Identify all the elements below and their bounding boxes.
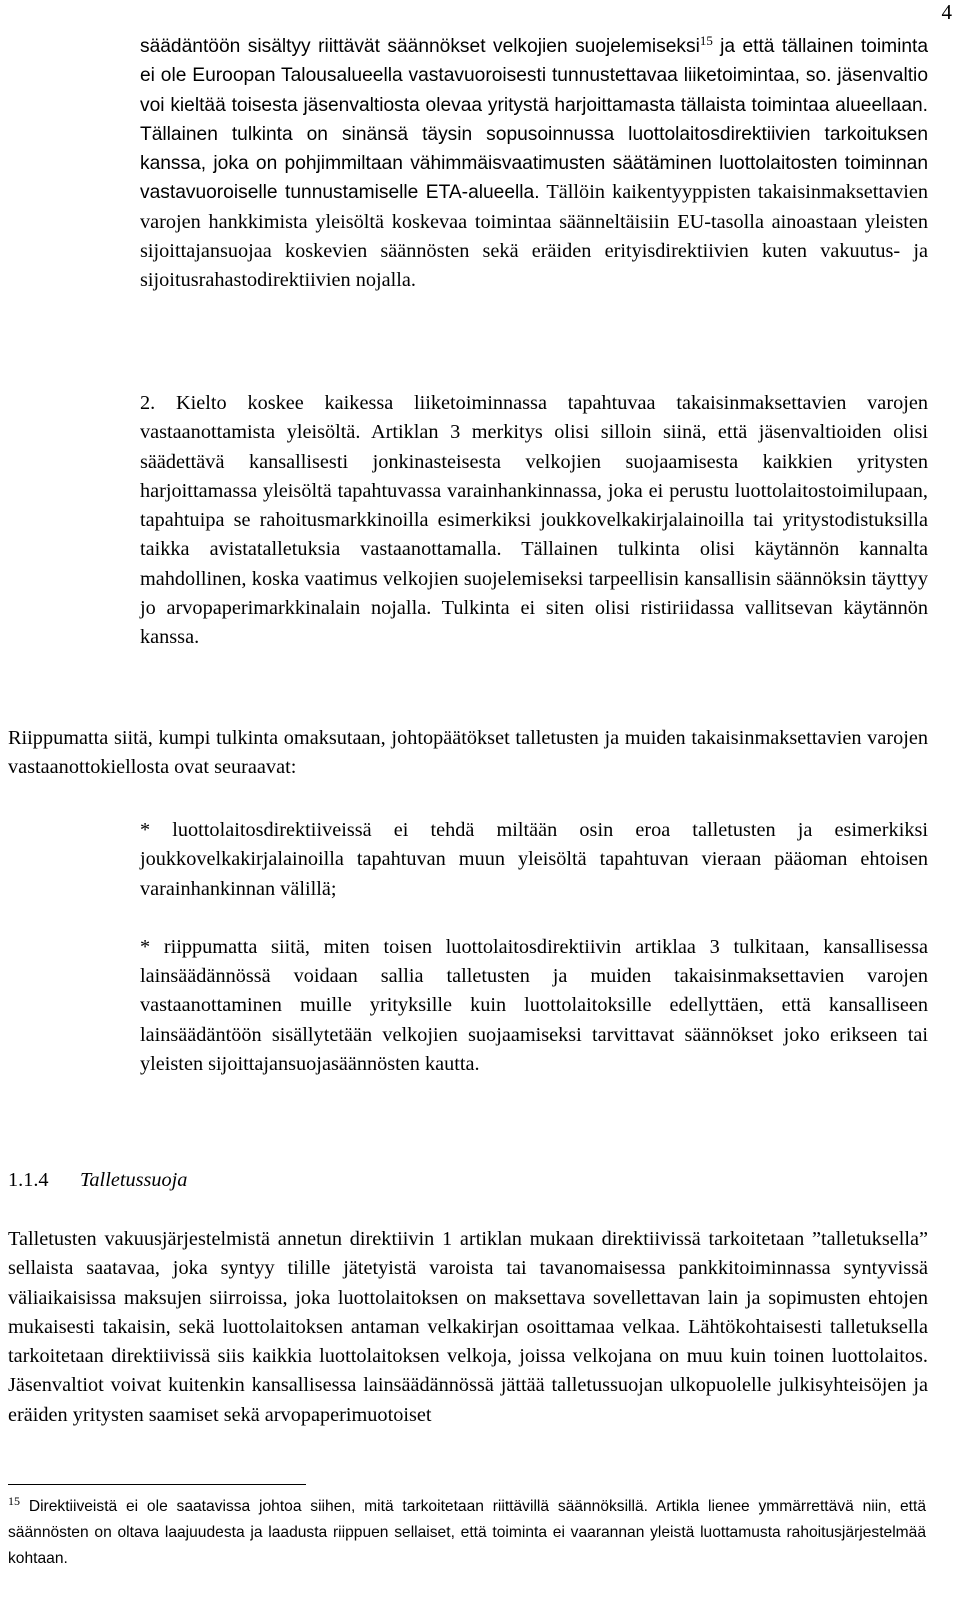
section-number: 1.1.4: [8, 1169, 49, 1191]
page-number: 4: [941, 0, 952, 24]
intro-text-part-2: ja että tällainen toiminta ei ole Euroopan Talousalueella vastavuoroisesti tunnustettavaa liiketoimintaa, so. jäsenvaltio voi kieltää toisesta jäsenvaltiosta olevaa yritystä harjoittamasta tällaista toimintaa alueellaan. Tällainen tulkinta on sinänsä täysin sopusoinnussa luottolaitosdirektiivien tarkoituksen kanssa, joka on pohjimmiltaan vähimmäisvaatimusten säätäminen luottolaitosten toiminnan vastavuoroiselle tunnustamiselle ETA-alueella.: [140, 36, 929, 204]
footnote-separator: [8, 1484, 306, 1485]
section-body-paragraph: [8, 1225, 928, 1430]
bullet-item: * luottolaitosdirektiiveissä ei tehdä miltään osin eroa talletusten ja esimerkiksi joukkovelkakirjalainoilla tapahtuvan muun yleisöltä tapahtuvan vieraan pääoman ehtoisen varainhankinnan välillä;: [140, 819, 928, 900]
intro-paragraph: [140, 32, 928, 296]
footnote-reference[interactable]: 15: [699, 33, 713, 48]
footnote-text: Direktiiveistä ei ole saatavissa johtoa siihen, mitä tarkoitetaan riittävillä säännöksillä. Artikla lienee ymmärrettävä niin, että säännösten on oltava laajuudesta ja laadusta riippuen sellaiset, että toiminta ei vaarannan yleistä luottamusta rahoitusjärjestelmää kohtaan.: [8, 1498, 926, 1567]
section-heading: [8, 1166, 187, 1195]
bullet-item: * riippumatta siitä, miten toisen luottolaitosdirektiivin artiklaa 3 tulkitaan, kansallisessa lainsäädännössä voidaan sallia talletusten ja muiden takaisinmaksettavien varojen vastaanottaminen muille yrityksille kuin luottolaitoksille edellyttäen, että kansalliseen lainsäädäntöön sisällytetään velkojien suojaamiseksi tarvittavat säännökset joko erikseen tai yleisten sijoittajansuojasäännösten kautta.: [140, 935, 928, 1076]
section-title: Talletussuoja: [80, 1169, 188, 1191]
footnote-number: 15: [8, 1494, 20, 1508]
point-2-paragraph: [140, 389, 928, 653]
footnote: [8, 1494, 926, 1572]
section-body-text: Talletusten vakuusjärjestelmistä annetun direktiivin 1 artiklan mukaan direktiivissä tarkoitetaan ”talletuksella” sellaista saatavaa, joka syntyy tilille jätetyistä varoista tai tavanomaisessa pankkitoiminnassa syntyvissä väliaikaisissa maksujen siirroissa, joka luottolaitoksen on maksettava sovellettavan lain ja sopimusten ehtojen mukaisesti takaisin, sekä luottolaitoksen antaman velkakirjan osoittamaa velkaa. Lähtökohtaisesti talletuksella tarkoitetaan direktiivissä siis kaikkia luottolaitoksen velkoja, joissa velkojana on muu kuin toinen luottolaitos. Jäsenvaltiot voivat kuitenkin kansallisessa lainsäädännössä jättää talletussuojan ulkopuolelle julkisyhteisöjen ja eräiden yritysten saamiset sekä arvopaperimuotoiset: [8, 1228, 928, 1426]
conclusion-text: Riippumatta siitä, kumpi tulkinta omaksutaan, johtopäätökset talletusten ja muiden takaisinmaksettavien varojen vastaanottokiellosta ovat seuraavat:: [8, 727, 928, 779]
point-2-statement: 2. Kielto koskee kaikessa liiketoiminnassa tapahtuvaa takaisinmaksettavien varojen vastaanottamista yleisöltä.: [140, 392, 928, 444]
intro-text-part-1: säädäntöön sisältyy riittävät säännökset velkojien suojelemiseksi: [140, 36, 700, 57]
point-2-explanation: Artiklan 3 merkitys olisi silloin siinä, että jäsenvaltioiden olisi säädettävä kansallisesti jonkinasteisesta velkojien suojaamisesta kaikkien yritysten harjoittamassa yleisöltä tapahtuvassa varainhankinnassa, joka ei perustu luottolaitostoimilupaan, tapahtuipa se rahoitusmarkkinoilla esimerkiksi joukkovelkakirjalainoilla tai yritystodistuksilla taikka avistatalletuksia vastaanottamalla. Tällainen tulkinta olisi käytännön kannalta mahdollinen, koska vaatimus velkojien suojelemiseksi tarpeellisin kansallisin säännöksin täyttyy jo arvopaperimarkkinalain nojalla. Tulkinta ei siten olisi ristiriidassa vallitsevan käytännön kanssa.: [140, 421, 929, 649]
intro-text-part-3: Tällöin kaikentyyppisten takaisinmaksettavien varojen hankkimista yleisöltä koskevaa toimintaa säänneltäisiin EU-tasolla ainoastaan yleisten sijoittajansuojaa koskevien säännösten sekä eräiden erityisdirektiivien kuten vakuutus- ja sijoitusrahastodirektiivien nojalla.: [140, 181, 928, 292]
conclusion-paragraph: [8, 724, 928, 783]
conclusion-bullets: [140, 816, 928, 1079]
